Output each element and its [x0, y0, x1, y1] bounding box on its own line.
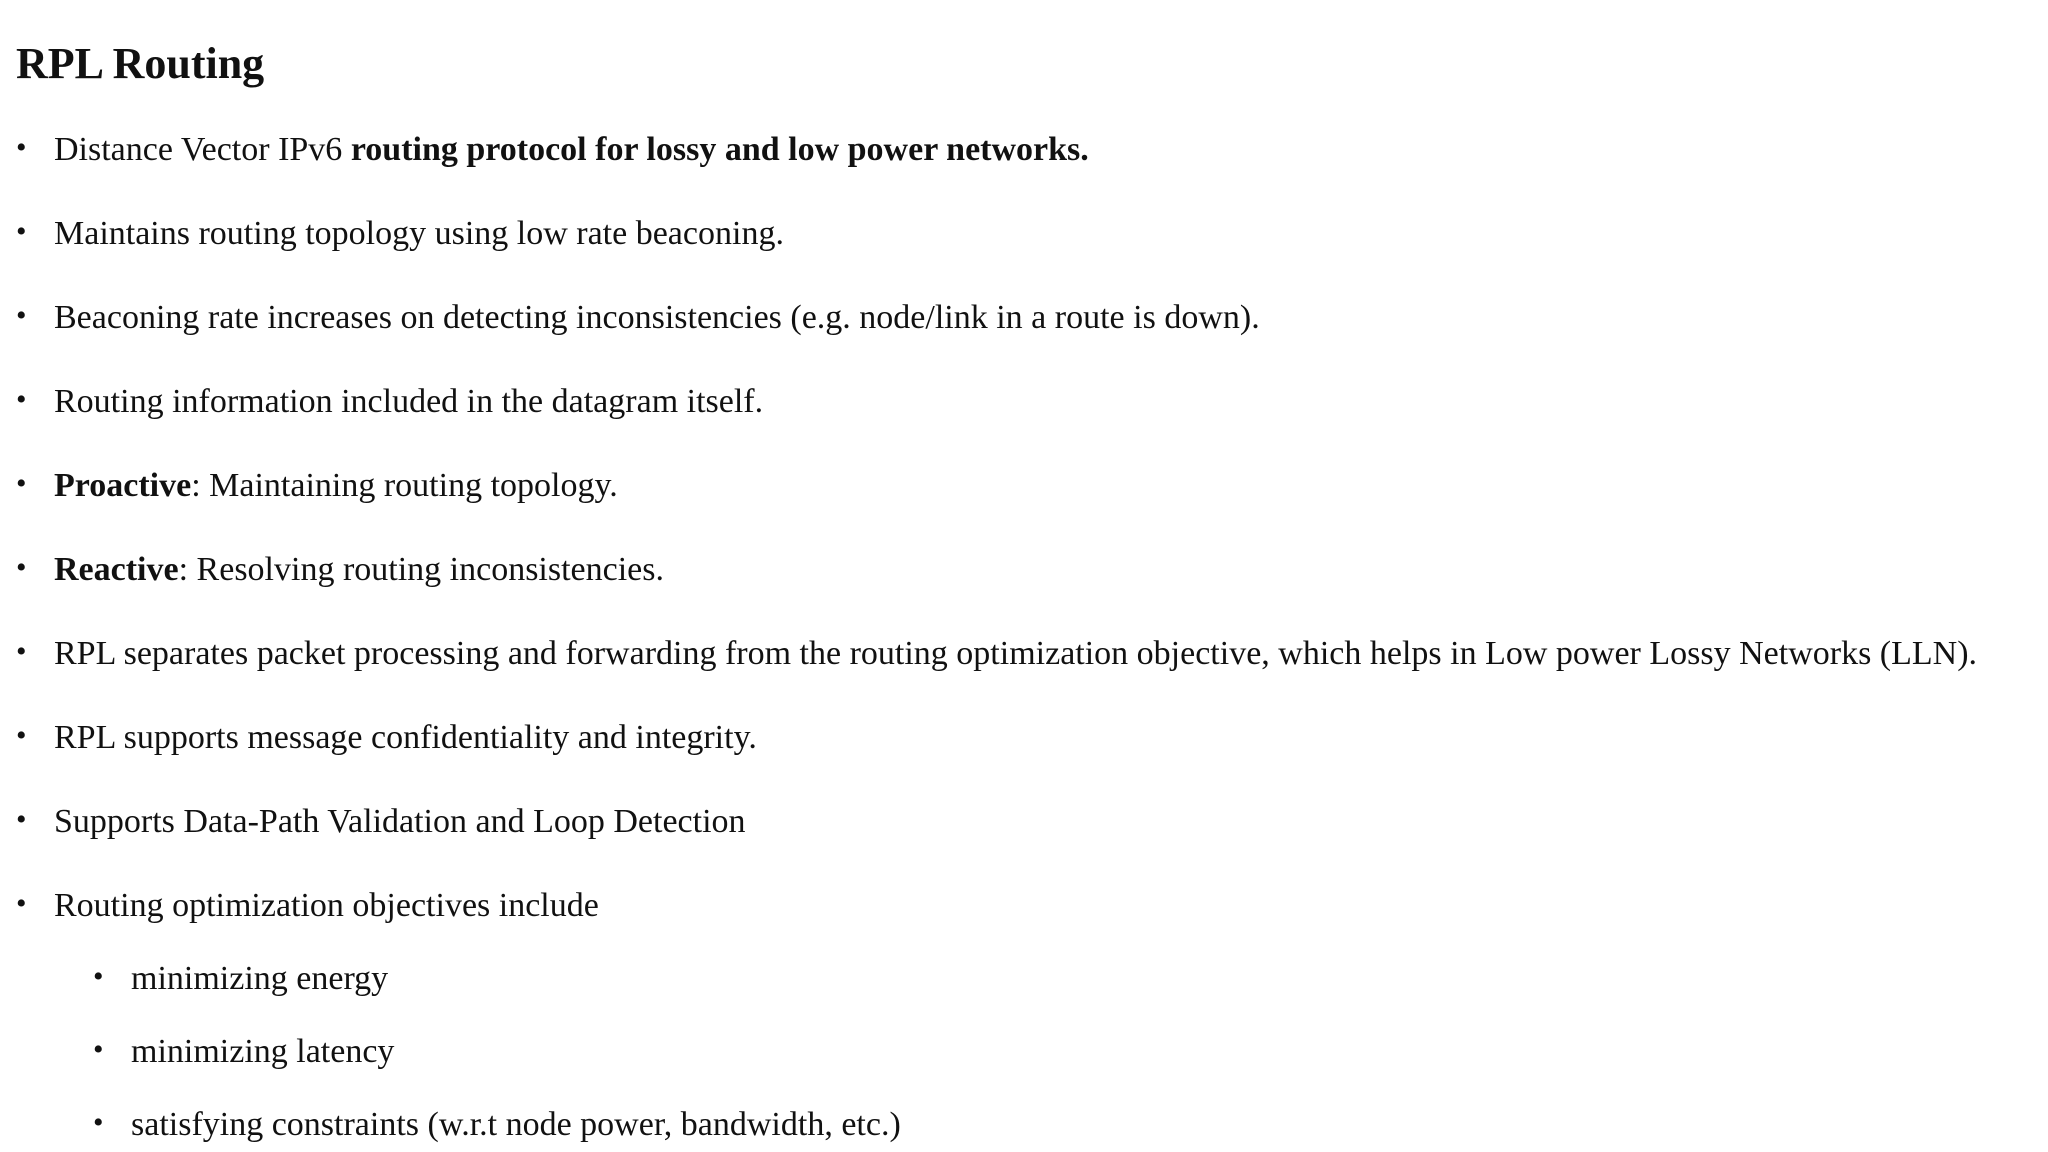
bullet-dot-icon: • — [93, 1033, 104, 1066]
sub-bullet-text: satisfying constraints (w.r.t node power, bandwidth, etc.) — [131, 1106, 901, 1143]
sub-bullet-text: minimizing energy — [131, 960, 389, 997]
bullet-definition: : Resolving routing inconsistencies. — [178, 551, 665, 588]
bullet-dot-icon: • — [16, 803, 27, 836]
bullet-dot-icon: • — [93, 960, 104, 993]
bullet-dot-icon: • — [16, 383, 27, 416]
bullet-dot-icon: • — [16, 299, 27, 332]
bullet-plain-text: Distance Vector IPv6 — [54, 131, 351, 168]
bullet-text: RPL separates packet processing and forwarding from the routing optimization objective, which helps in Low power Lossy Networks (LLN). — [54, 635, 1978, 672]
bullet-bold-text: routing protocol for lossy and low power networks. — [350, 131, 1089, 168]
bullet-text: Routing optimization objectives include — [54, 887, 599, 924]
bullet-dot-icon: • — [16, 887, 27, 920]
bullet-dot-icon: • — [16, 551, 27, 584]
bullet-text: Maintains routing topology using low rate beaconing. — [54, 215, 784, 252]
bullet-dot-icon: • — [16, 215, 27, 248]
bullet-dot-icon: • — [16, 131, 27, 164]
bullet-text — [54, 548, 664, 592]
bullet-dot-icon: • — [16, 635, 27, 668]
bullet-definition: : Maintaining routing topology. — [191, 467, 618, 504]
bullet-dot-icon: • — [16, 467, 27, 500]
bullet-text: Routing information included in the datagram itself. — [54, 383, 764, 420]
bullet-term-reactive: Reactive — [54, 551, 179, 588]
bullet-text — [54, 464, 618, 508]
bullet-text: RPL supports message confidentiality and integrity. — [54, 719, 757, 756]
bullet-text: Beaconing rate increases on detecting inconsistencies (e.g. node/link in a route is down). — [54, 299, 1260, 336]
bullet-term-proactive: Proactive — [54, 467, 192, 504]
bullet-dot-icon: • — [93, 1106, 104, 1139]
bullet-text: Supports Data-Path Validation and Loop Detection — [54, 803, 746, 840]
bullet-dot-icon: • — [16, 719, 27, 752]
bullet-text — [54, 128, 1089, 172]
slide-title: RPL Routing — [16, 39, 265, 88]
sub-bullet-text: minimizing latency — [131, 1033, 395, 1070]
